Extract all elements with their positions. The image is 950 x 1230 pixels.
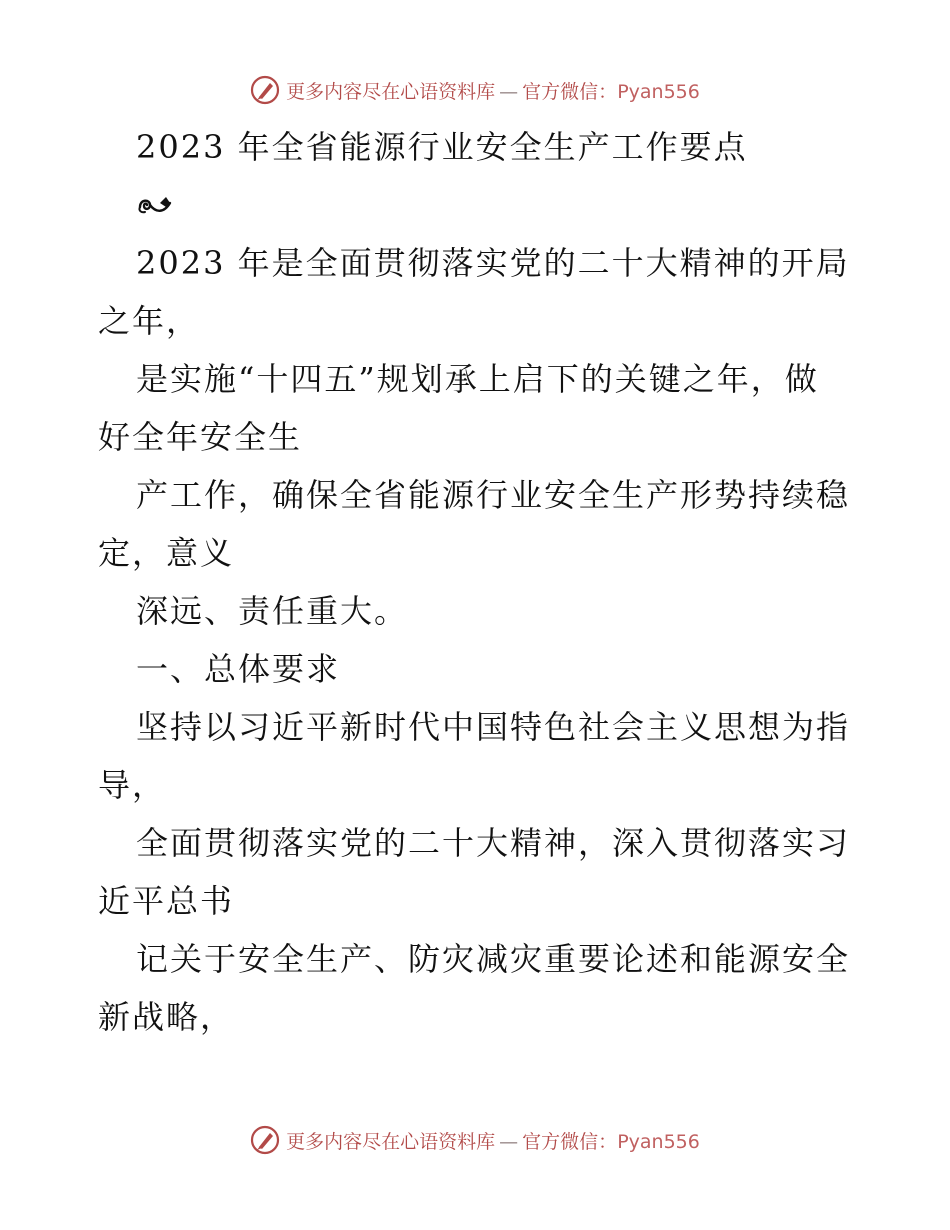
document-line: 定，意义	[98, 534, 235, 572]
watermark-label: 官方微信：	[522, 1130, 618, 1153]
document-line: 深远、责任重大。	[136, 592, 409, 630]
watermark-dash: —	[499, 80, 519, 103]
document-line: 新战略，	[98, 998, 235, 1036]
watermark-id: Pyan556	[617, 80, 700, 103]
watermark-label: 官方微信：	[522, 80, 618, 103]
pen-nib-logo-icon	[250, 1125, 280, 1155]
document-line: 好全年安全生	[98, 418, 303, 456]
document-line: 记关于安全生产、防灾减灾重要论述和能源安全	[136, 940, 851, 978]
paragraph-lines	[98, 234, 858, 1046]
watermark-header	[0, 70, 950, 110]
watermark-footer	[0, 1120, 950, 1160]
document-line: 一、总体要求	[136, 650, 341, 688]
watermark-brand: 更多内容尽在心语资料库	[286, 1130, 496, 1153]
document-line: 是实施“十四五”规划承上启下的关键之年，做	[136, 360, 819, 398]
ornament-row	[98, 176, 858, 234]
document-body	[98, 118, 858, 1046]
pen-nib-logo-icon	[250, 75, 280, 105]
document-line: 导，	[98, 766, 167, 804]
document-line: 之年，	[98, 302, 201, 340]
document-line: 产工作，确保全省能源行业安全生产形势持续稳	[136, 476, 851, 514]
watermark-brand: 更多内容尽在心语资料库	[286, 80, 496, 103]
document-line: 坚持以习近平新时代中国特色社会主义思想为指	[136, 708, 851, 746]
document-line: 全面贯彻落实党的二十大精神，深入贯彻落实习	[136, 824, 851, 862]
document-title: 2023 年全省能源行业安全生产工作要点	[136, 128, 748, 166]
watermark-dash: —	[499, 1130, 519, 1153]
watermark-id: Pyan556	[617, 1130, 700, 1153]
scroll-ornament-icon	[136, 193, 176, 217]
document-line: 近平总书	[98, 882, 235, 920]
document-line: 2023 年是全面贯彻落实党的二十大精神的开局	[136, 244, 850, 282]
